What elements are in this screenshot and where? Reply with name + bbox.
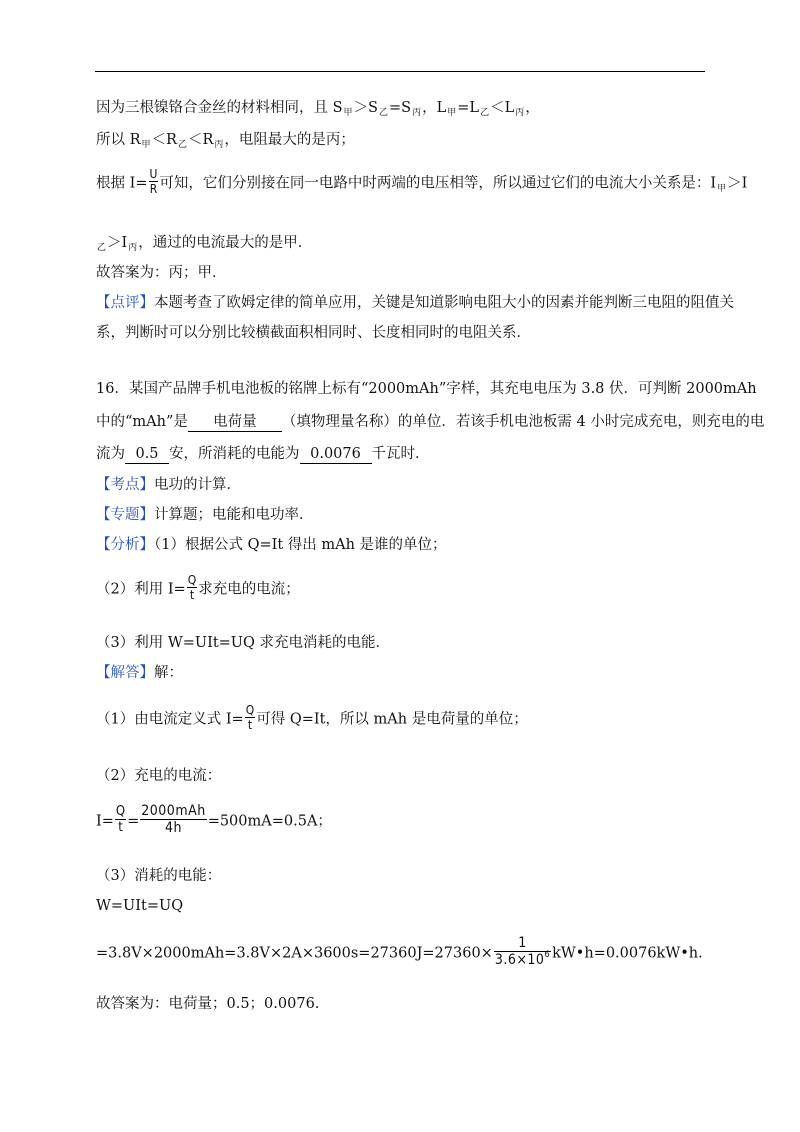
solution-energy-formula: W=UIt=UQ <box>96 898 184 914</box>
comment-tag: 【点评】 <box>96 295 154 311</box>
answer-blank-current: 0.5 <box>125 447 169 464</box>
answer-line-q15: 故答案为：丙；甲． <box>96 265 227 281</box>
solution-current-formula: I= $\frac{Q}{t}$ = $\frac{\text{2000mAh}}{4h}$ =500mA=0.5A； <box>96 803 332 836</box>
explanation-line-3: 根据 I= $\frac{U}{R}$ 可知，它们分别接在同一电路中时两端的电压相等，所以通过它们的电流大小关系是：$I_甲>I$ <box>96 167 748 196</box>
explanation-line-2: 所以 $R_甲<R_乙<R_丙$，电阻最大的是丙； <box>96 132 355 150</box>
question-16-line-2: 中的“mAh”是 电荷量 （填物理量名称）的单位．若该手机电池板需 4 小时完成充电，则充电的电 <box>96 415 764 432</box>
explanation-line-1: 因为三根镍铬合金丝的材料相同，且 $S_甲>S_乙=S_丙$，$L_甲=L_乙<L_丙$， <box>96 100 540 118</box>
header-rule <box>95 71 705 72</box>
answer-blank-quantity: 电荷量 <box>188 415 282 432</box>
question-16-line-1: 16．某国产品牌手机电池板的铭牌上标有“2000mAh”字样，其充电电压为 3.8 伏．可判断 2000mAh <box>96 381 757 397</box>
solution-energy-calculation: =3.8V×2000mAh=3.8V×2A×3600s=27360J=27360× $\frac{1}{3.6\times 10^6}$ kW•h=0.0076kW•h. <box>96 935 703 968</box>
explanation-line-4: $_乙>I_丙$，通过的电流最大的是甲． <box>97 235 313 253</box>
solution-step-3-label: （3）消耗的电能： <box>96 868 222 884</box>
analysis-line-1: 【分析】（1）根据公式 Q=It 得出 mAh 是谁的单位； <box>96 537 447 553</box>
question-16-line-3: 流为 0.5 安，所消耗的电能为 0.0076 千瓦时． <box>96 447 430 464</box>
analysis-line-3: （3）利用 W=UIt=UQ 求充电消耗的电能． <box>96 635 391 651</box>
comment-line-1: 【点评】本题考查了欧姆定律的简单应用，关键是知道影响电阻大小的因素并能判断三电阻的阻值关 <box>96 295 734 311</box>
topic-line: 【专题】计算题；电能和电功率． <box>96 507 314 523</box>
fraction-2000mah-over-4h: $\frac{\text{2000mAh}}{4h}$ <box>141 803 206 836</box>
knowledge-point-line: 【考点】电功的计算． <box>96 477 241 493</box>
analysis-line-2: （2）利用 I= $\frac{Q}{t}$ 求充电的电流； <box>96 573 300 602</box>
solution-step-2-label: （2）充电的电流： <box>96 768 222 784</box>
fraction-q-over-t: $\frac{Q}{t}$ <box>187 573 197 602</box>
knowledge-point-tag: 【考点】 <box>96 477 154 493</box>
answer-blank-energy: 0.0076 <box>300 447 372 464</box>
answer-line-q16: 故答案为：电荷量；0.5；0.0076. <box>96 996 320 1012</box>
topic-tag: 【专题】 <box>96 507 154 523</box>
solution-heading: 【解答】解： <box>96 665 183 681</box>
analysis-tag: 【分析】 <box>96 537 154 553</box>
fraction-one-over-3-6e6: $\frac{1}{3.6\times 10^6}$ <box>494 935 551 968</box>
solution-step-1: （1）由电流定义式 I= $\frac{Q}{t}$ 可得 Q=It，所以 mAh 是电荷量的单位； <box>96 703 528 732</box>
fraction-q-over-t-3: $\frac{Q}{t}$ <box>115 804 126 835</box>
comment-line-2: 系，判断时可以分别比较横截面积相同时、长度相同时的电阻关系． <box>96 325 531 341</box>
fraction-q-over-t-2: $\frac{Q}{t}$ <box>245 703 255 732</box>
fraction-u-over-r: $\frac{U}{R}$ <box>149 167 158 196</box>
solution-tag: 【解答】 <box>96 665 154 681</box>
